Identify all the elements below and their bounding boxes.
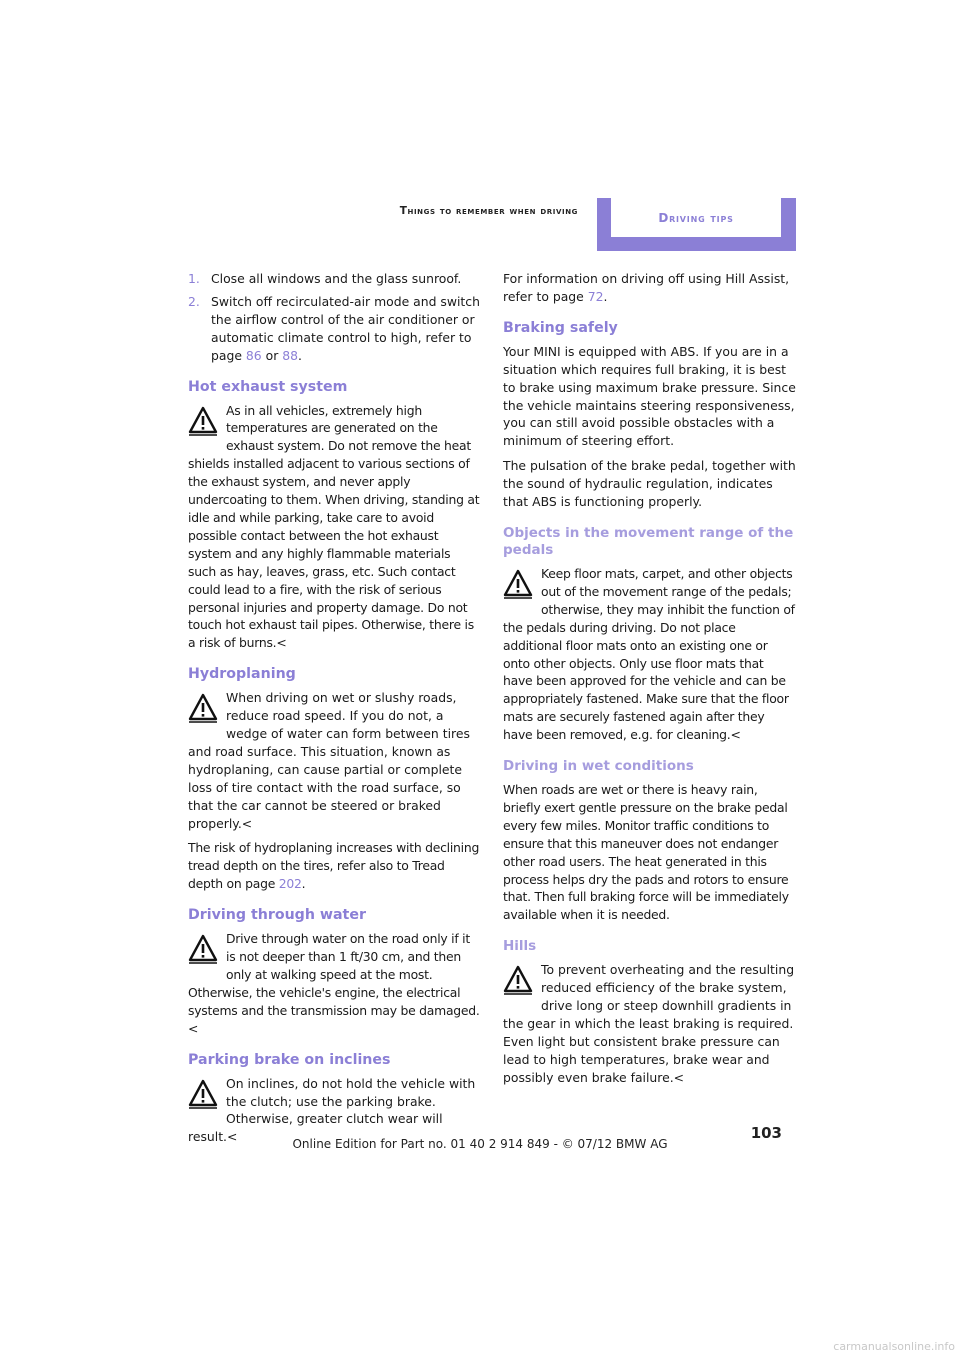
step-text-end: . bbox=[298, 347, 302, 363]
page-link-72[interactable]: 72 bbox=[587, 288, 604, 304]
step-1 bbox=[188, 270, 480, 288]
warning-triangle-icon bbox=[188, 1079, 218, 1109]
footer-edition: Online Edition for Part no. 01 40 2 914 849 - © 07/12 BMW AG bbox=[292, 1137, 668, 1151]
warning-water bbox=[188, 930, 480, 1037]
heading-hot-exhaust: Hot exhaust system bbox=[188, 378, 348, 395]
watermark: carmanualsonline.info bbox=[833, 1340, 955, 1353]
step-number: 2. bbox=[188, 293, 200, 309]
heading-pedals: Objects in the movement range of the pedals bbox=[503, 524, 794, 558]
warning-parking-brake bbox=[188, 1075, 480, 1147]
warning-triangle-icon bbox=[188, 406, 218, 436]
warning-pedals bbox=[503, 565, 796, 744]
step-text: Close all windows and the glass sunroof. bbox=[211, 271, 462, 286]
paragraph-hill-assist bbox=[503, 270, 796, 306]
warning-text: Keep floor mats, carpet, and other objects out of the movement range of the pedals; otherwise, they may inhibit the function of the pedals during driving. Do not place additional floor mats onto an existing one or onto other objects. Only use floor mats that have been approved for the vehicle and can be appropriately fastened. Make sure that the floor mats are securely fastened again after they have been removed, e.g. for cleaning.< bbox=[503, 565, 795, 743]
page-link-86[interactable]: 86 bbox=[245, 347, 262, 363]
left-column bbox=[188, 270, 480, 1153]
page-link-202[interactable]: 202 bbox=[278, 876, 302, 892]
paragraph-abs: Your MINI is equipped with ABS. If you are in a situation which requires full braking, it is best to brake using maximum brake pressure. Since the vehicle maintains steering responsiveness, you can still avoid possible obstacles with a minimum of steering effort. bbox=[503, 343, 796, 449]
paragraph-end: . bbox=[603, 288, 608, 304]
page-link-88[interactable]: 88 bbox=[282, 347, 299, 363]
paragraph-wet-conditions: When roads are wet or there is heavy rain, briefly exert gentle pressure on the brake pedal every few miles. Monitor traffic conditions to ensure that this maneuver does not endanger other road users. The heat generated in this process helps dry the pads and rotors to ensure that. Then full braking force will be immediately available when it is needed. bbox=[503, 782, 789, 923]
running-header: Things to remember when driving bbox=[399, 205, 578, 217]
paragraph-pulsation: The pulsation of the brake pedal, together with the sound of hydraulic regulation, indicates that ABS is functioning properly. bbox=[503, 458, 796, 510]
warning-triangle-icon bbox=[188, 693, 218, 723]
paragraph-text: For information on driving off using Hill Assist, refer to page bbox=[503, 271, 790, 304]
warning-hydroplaning bbox=[188, 689, 480, 832]
heading-hydroplaning: Hydroplaning bbox=[188, 666, 296, 683]
warning-text: Drive through water on the road only if it is not deeper than 1 ft/30 cm, and then only at walking speed at the most. Otherwise, the vehicle's engine, the electrical systems and the transmission may be damaged.< bbox=[188, 931, 480, 1036]
heading-parking-brake: Parking brake on inclines bbox=[188, 1051, 391, 1068]
step-number: 1. bbox=[188, 271, 200, 286]
step-text-mid: or bbox=[261, 347, 283, 363]
heading-wet-conditions: Driving in wet conditions bbox=[503, 758, 694, 775]
step-text: Switch off recirculated-air mode and switch the airflow control of the air conditioner or automatic climate control to high, refer to page bbox=[211, 293, 480, 363]
warning-hills bbox=[503, 961, 796, 1086]
chapter-title: Driving tips bbox=[611, 198, 781, 237]
page-number: 103 bbox=[750, 1124, 782, 1142]
heading-braking-safely: Braking safely bbox=[503, 319, 618, 336]
warning-text: As in all vehicles, extremely high temperatures are generated on the exhaust system. Do not remove the heat shields installed adjacent to various sections of the exhaust system, and never apply undercoating to them. When driving, standing at idle and while parking, take care to avoid possible contact between the hot exhaust system and any highly flammable materials such as hay, leaves, grass, etc. Such contact could lead to a fire, with the risk of serious personal injuries and property damage. Do not touch hot exhaust tail pipes. Otherwise, there is a risk of burns.< bbox=[188, 402, 480, 651]
paragraph-text: The risk of hydroplaning increases with declining tread depth on the tires, refer also to Tread depth on page bbox=[188, 840, 480, 892]
warning-text: When driving on wet or slushy roads, reduce road speed. If you do not, a wedge of water can form between tires and road surface. This situation, known as hydroplaning, can cause partial or complete loss of tire contact with the road surface, so that the car cannot be steered or braked properly.< bbox=[188, 690, 470, 831]
warning-triangle-icon bbox=[503, 965, 533, 995]
right-column bbox=[503, 270, 796, 1094]
warning-text: On inclines, do not hold the vehicle with the clutch; use the parking brake. Otherwise, greater clutch wear will result.< bbox=[188, 1075, 476, 1145]
warning-text: To prevent overheating and the resulting reduced efficiency of the brake system, drive long or steep downhill gradients in the gear in which the least braking is required. Even light but consistent brake pressure can lead to high temperatures, brake wear and possibly even brake failure.< bbox=[503, 962, 795, 1085]
step-2 bbox=[188, 293, 480, 365]
paragraph-end: . bbox=[301, 876, 306, 892]
chapter-tab bbox=[597, 198, 796, 251]
heading-hills: Hills bbox=[503, 938, 537, 955]
warning-hot-exhaust bbox=[188, 402, 480, 653]
heading-driving-through-water: Driving through water bbox=[188, 907, 366, 924]
warning-triangle-icon bbox=[503, 569, 533, 599]
warning-triangle-icon bbox=[188, 934, 218, 964]
paragraph-hydroplaning bbox=[188, 839, 480, 893]
